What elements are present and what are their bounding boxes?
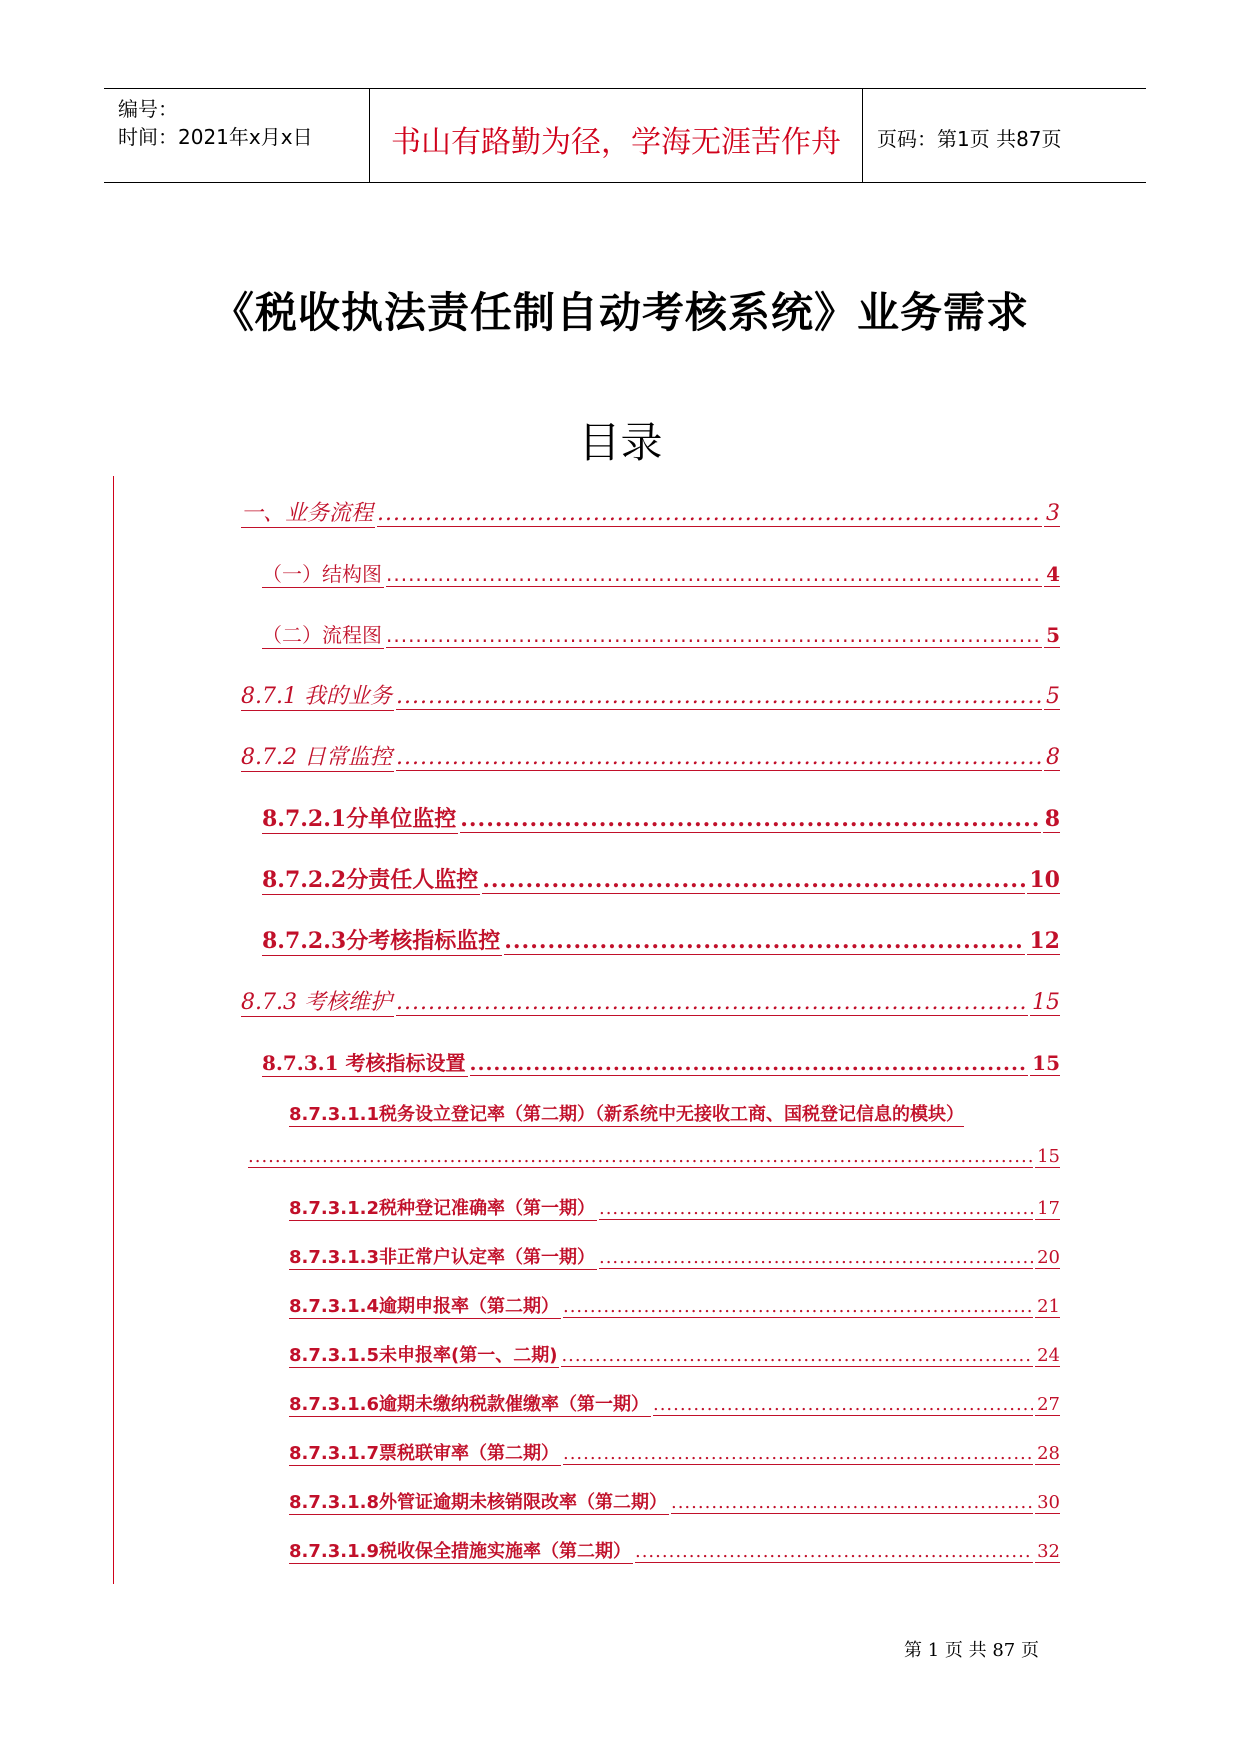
toc-entry-tax-type-accuracy[interactable]: 8.7.3.1.2税种登记准确率（第一期） ..... 17: [289, 1194, 1060, 1221]
header-motto: 书山有路勤为径，学海无涯苦作舟: [391, 125, 841, 160]
toc-entry-overdue-filing-rate[interactable]: 8.7.3.1.4逾期申报率（第二期） ..... 21: [289, 1292, 1060, 1319]
toc-entry-abnormal-household-rate[interactable]: 8.7.3.1.3非正常户认定率（第一期） ..... 20: [289, 1243, 1060, 1270]
toc-entry-business-process[interactable]: 一、业务流程 ..... 3: [241, 496, 1060, 528]
page-footer: 第 1 页 共 87 页: [904, 1640, 1039, 1661]
document-number-label: 编号：: [118, 97, 178, 121]
toc-entry-responsible-person-monitoring[interactable]: 8.7.2.2分责任人监控 ..... 10: [262, 863, 1060, 895]
toc-entry-indicator-settings[interactable]: 8.7.3.1 考核指标设置 ..... 15: [262, 1047, 1060, 1077]
margin-rule: [113, 476, 114, 1584]
toc-entry-non-filing-rate[interactable]: 8.7.3.1.5未申报率(第一、二期) ..... 24: [289, 1341, 1060, 1368]
toc-entry-my-business[interactable]: 8.7.1 我的业务 ..... 5: [241, 679, 1060, 711]
toc-entry-certificate-correction-rate[interactable]: 8.7.3.1.8外管证逾期未核销限改率（第二期） ..... 30: [289, 1488, 1060, 1515]
toc-entry-tax-preservation-rate[interactable]: 8.7.3.1.9税收保全措施实施率（第二期） ..... 32: [289, 1537, 1060, 1564]
header-meta-cell: [104, 89, 370, 182]
toc-entry-invoice-tax-review-rate[interactable]: 8.7.3.1.7票税联审率（第二期） ..... 28: [289, 1439, 1060, 1466]
toc-entry-registration-rate-title[interactable]: 8.7.3.1.1税务设立登记率（第二期）（新系统中无接收工商、国税登记信息的模块）: [289, 1100, 964, 1127]
toc-entry-structure-diagram[interactable]: （一）结构图 ..... 4: [262, 558, 1060, 588]
toc-entry-daily-monitoring[interactable]: 8.7.2 日常监控 ..... 8: [241, 740, 1060, 772]
header-page-cell: [863, 89, 1146, 182]
document-time-label: 时间：2021年x月x日: [118, 125, 313, 149]
toc-entry-registration-rate-leader[interactable]: ..... 15: [246, 1146, 1060, 1168]
header-table: [104, 88, 1146, 183]
header-motto-cell: [370, 89, 863, 182]
toc-entry-assessment-maintenance[interactable]: 8.7.3 考核维护 ..... 15: [241, 985, 1060, 1017]
toc-heading: 目录: [578, 418, 663, 467]
toc-entry-flow-chart[interactable]: （二）流程图 ..... 5: [262, 619, 1060, 649]
toc-entry-overdue-payment-collection-rate[interactable]: 8.7.3.1.6逾期未缴纳税款催缴率（第一期） ..... 27: [289, 1390, 1060, 1417]
toc-entry-unit-monitoring[interactable]: 8.7.2.1分单位监控 ..... 8: [262, 802, 1060, 834]
header-page-info: 页码：第1页 共87页: [877, 127, 1062, 151]
document-title: 《税收执法责任制自动考核系统》业务需求: [211, 288, 1029, 337]
toc-entry-indicator-monitoring[interactable]: 8.7.2.3分考核指标监控 ..... 12: [262, 924, 1060, 956]
